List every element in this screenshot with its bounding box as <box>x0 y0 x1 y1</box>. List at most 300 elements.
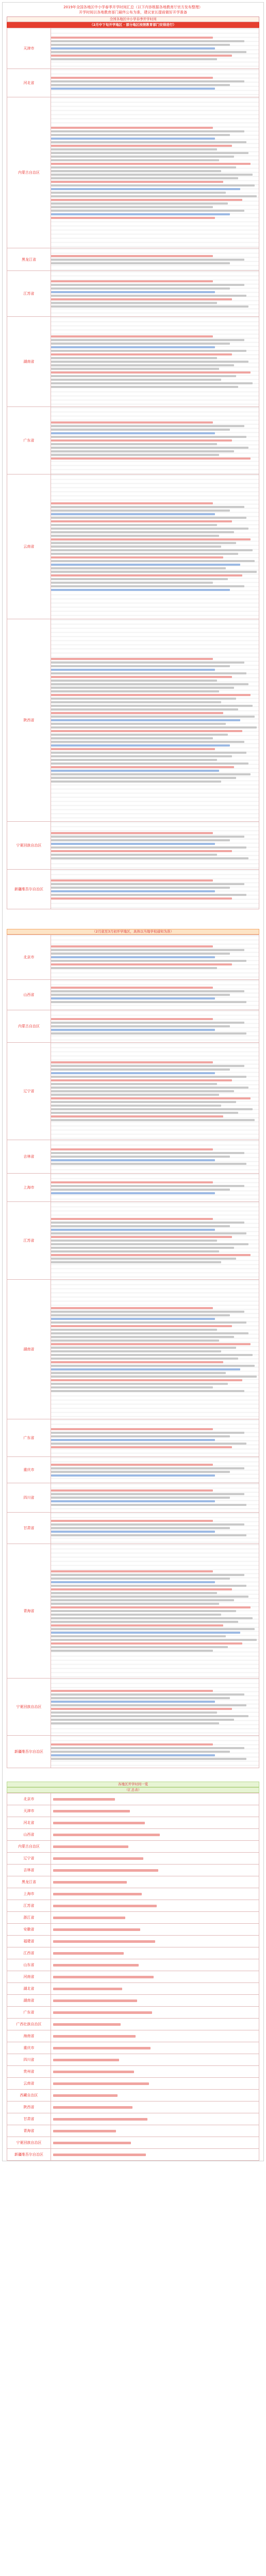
section-2-row <box>7 1202 259 1280</box>
region-name: 湖南省 <box>7 317 51 407</box>
region-name: 云南省 <box>7 474 51 619</box>
text-line <box>51 567 226 569</box>
section-2-row <box>7 1174 259 1202</box>
text-line <box>51 1185 244 1187</box>
text-line <box>51 1570 213 1572</box>
region-date-text <box>51 2113 259 2125</box>
text-line <box>51 734 228 736</box>
section-3-row <box>7 1983 259 1995</box>
text-line <box>51 1693 244 1696</box>
region-date-text <box>51 1853 259 1865</box>
text-line <box>51 748 215 750</box>
section-2-title: （2月底至3月初开学地区，具体以当地学校通知为准） <box>7 929 259 935</box>
text-line <box>51 1243 248 1245</box>
text-line <box>51 436 246 438</box>
text-line <box>51 306 248 308</box>
region-name: 河北省 <box>7 69 51 97</box>
region-date-text <box>51 2078 259 2090</box>
text-line <box>53 1976 154 1978</box>
text-line <box>51 339 244 341</box>
region-name: 宁夏回族自治区 <box>7 1679 51 1736</box>
section-1-row <box>7 619 259 822</box>
text-line <box>51 1697 230 1699</box>
region-name: 天津市 <box>7 28 51 69</box>
text-line <box>51 1646 228 1648</box>
text-line <box>51 585 244 587</box>
text-line <box>51 687 234 689</box>
text-line <box>51 1464 213 1466</box>
text-line <box>51 1635 226 1637</box>
section-3-row <box>7 1947 259 1959</box>
text-line <box>51 361 248 363</box>
text-line <box>53 1988 122 1990</box>
text-line <box>51 517 246 519</box>
section-2-row <box>7 980 259 1010</box>
text-line <box>53 1940 155 1943</box>
text-line <box>51 1163 246 1165</box>
text-line <box>51 698 236 700</box>
text-line <box>51 1250 219 1252</box>
text-line <box>51 1087 248 1089</box>
text-line <box>51 255 213 257</box>
region-date-text <box>51 1817 259 1829</box>
text-line <box>51 262 230 264</box>
text-line <box>51 781 221 783</box>
region-name: 江苏省 <box>7 1900 51 1912</box>
text-line <box>51 1603 219 1605</box>
text-line <box>51 510 230 512</box>
text-line <box>51 40 244 42</box>
region-schedule-text <box>51 980 259 1010</box>
text-line <box>51 564 240 566</box>
text-line <box>51 350 246 352</box>
text-line <box>51 506 244 508</box>
text-line <box>51 953 230 955</box>
section-3-row <box>7 1841 259 1853</box>
text-line <box>51 1361 223 1363</box>
region-name: 重庆市 <box>7 2042 51 2054</box>
text-line <box>51 1632 240 1634</box>
text-line <box>51 520 232 522</box>
region-date-text <box>51 1865 259 1876</box>
text-line <box>51 528 248 530</box>
text-line <box>51 134 230 136</box>
region-name: 广西壮族自治区 <box>7 2019 51 2030</box>
text-line <box>51 1311 244 1313</box>
section-1-row <box>7 271 259 317</box>
text-line <box>51 450 234 452</box>
section-3-row <box>7 2078 259 2090</box>
text-line <box>51 138 215 140</box>
section-2-row <box>7 1736 259 1768</box>
text-line <box>51 1022 244 1024</box>
text-line <box>53 2082 149 2085</box>
text-line <box>53 2023 121 2026</box>
text-line <box>51 560 255 562</box>
text-line <box>51 1018 213 1020</box>
text-line <box>51 578 228 580</box>
region-name: 吉林省 <box>7 1140 51 1174</box>
text-line <box>51 1715 248 1717</box>
region-schedule-text <box>51 1544 259 1679</box>
region-name: 青海省 <box>7 2125 51 2137</box>
text-line <box>51 1148 213 1150</box>
text-line <box>51 1181 213 1183</box>
text-line <box>51 762 248 765</box>
text-line <box>51 726 257 728</box>
region-date-text <box>51 2042 259 2054</box>
text-line <box>51 84 230 86</box>
region-name: 湖南省 <box>7 1280 51 1419</box>
region-name: 湖北省 <box>7 1983 51 1995</box>
text-line <box>51 457 251 460</box>
text-line <box>53 1857 143 1860</box>
text-line <box>51 1467 244 1469</box>
text-line <box>51 994 230 996</box>
text-line <box>51 556 223 558</box>
text-line <box>51 47 215 49</box>
region-date-text <box>51 2137 259 2149</box>
text-line <box>51 1383 228 1385</box>
text-line <box>51 1701 215 1703</box>
text-line <box>51 963 232 965</box>
text-line <box>51 1439 215 1441</box>
section-1-row <box>7 69 259 97</box>
text-line <box>51 712 223 714</box>
text-line <box>51 1624 223 1626</box>
region-name: 山西省 <box>7 1829 51 1841</box>
text-line <box>51 1343 251 1345</box>
region-name: 新疆维吾尔自治区 <box>7 2149 51 2161</box>
text-line <box>51 432 215 434</box>
region-date-text <box>51 2090 259 2102</box>
text-line <box>51 879 213 882</box>
text-line <box>51 1061 213 1063</box>
section-1-row <box>7 317 259 407</box>
text-line <box>51 295 246 297</box>
section-2-row <box>7 1483 259 1513</box>
text-line <box>51 1621 238 1623</box>
section-1-row <box>7 28 259 69</box>
region-name: 重庆市 <box>7 1457 51 1483</box>
region-schedule-text <box>51 1174 259 1202</box>
text-line <box>53 2071 134 2073</box>
text-line <box>51 669 215 671</box>
region-name: 北京市 <box>7 1793 51 1805</box>
text-line <box>51 836 244 838</box>
region-schedule-text <box>51 1010 259 1043</box>
region-name: 内蒙古自治区 <box>7 97 51 248</box>
text-line <box>51 690 219 692</box>
section-1 <box>7 28 259 909</box>
region-name: 陕西省 <box>7 619 51 822</box>
region-schedule-text <box>51 1202 259 1280</box>
text-line <box>51 1489 213 1492</box>
text-line <box>51 1189 230 1191</box>
region-name: 湖南省 <box>7 1995 51 2007</box>
text-line <box>51 538 251 540</box>
text-line <box>53 1869 158 1872</box>
section-1-row <box>7 474 259 619</box>
text-line <box>53 2130 116 2132</box>
text-line <box>51 744 230 747</box>
region-name: 黑龙江省 <box>7 1876 51 1888</box>
text-line <box>51 990 244 992</box>
text-line <box>51 1321 246 1324</box>
text-line <box>51 357 217 359</box>
section-3-row <box>7 1971 259 1983</box>
text-line <box>51 542 236 544</box>
section-3-row <box>7 2030 259 2042</box>
section-2-row <box>7 1280 259 1419</box>
region-name: 广东省 <box>7 1419 51 1457</box>
section-2-row <box>7 1010 259 1043</box>
section-1-row <box>7 822 259 870</box>
section-3-row <box>7 2066 259 2078</box>
text-line <box>51 665 230 667</box>
text-line <box>53 2142 131 2144</box>
text-line <box>51 1159 215 1161</box>
region-date-text <box>51 1900 259 1912</box>
section-3-row <box>7 1900 259 1912</box>
text-line <box>51 997 215 999</box>
region-name: 福建省 <box>7 1936 51 1947</box>
text-line <box>51 1497 230 1499</box>
text-line <box>51 170 221 172</box>
text-line <box>51 443 217 445</box>
section-1-row <box>7 870 259 909</box>
region-name: 青海省 <box>7 1544 51 1679</box>
text-line <box>51 346 215 348</box>
section-3-row <box>7 1853 259 1865</box>
region-date-text <box>51 2054 259 2066</box>
section-1-row <box>7 248 259 271</box>
region-schedule-text <box>51 407 259 474</box>
text-line <box>51 759 217 761</box>
region-name: 辽宁省 <box>7 1043 51 1140</box>
section-3-row <box>7 1817 259 1829</box>
text-line <box>53 1822 145 1824</box>
text-line <box>51 1156 230 1158</box>
text-line <box>51 883 244 885</box>
text-line <box>51 1475 215 1477</box>
text-line <box>51 1029 215 1031</box>
text-line <box>53 1928 140 1931</box>
text-line <box>51 1358 238 1360</box>
text-line <box>51 967 217 969</box>
text-line <box>51 454 219 456</box>
text-line <box>51 894 246 896</box>
text-line <box>51 202 228 205</box>
text-line <box>51 195 257 197</box>
region-name: 宁夏回族自治区 <box>7 2137 51 2149</box>
text-line <box>51 152 248 154</box>
text-line <box>51 1704 246 1706</box>
region-date-text <box>51 2019 259 2030</box>
text-line <box>53 2094 118 2097</box>
text-line <box>51 766 234 768</box>
section-2-row <box>7 1140 259 1174</box>
text-line <box>51 1690 213 1692</box>
text-line <box>51 1581 215 1583</box>
region-date-text <box>51 2149 259 2161</box>
region-schedule-text <box>51 317 259 407</box>
text-line <box>51 513 215 515</box>
region-date-text <box>51 2125 259 2137</box>
text-line <box>51 371 251 374</box>
text-line <box>51 1376 257 1378</box>
text-line <box>51 1076 246 1078</box>
text-line <box>51 1101 236 1103</box>
region-date-text <box>51 1829 259 1841</box>
text-line <box>51 730 242 732</box>
text-line <box>51 159 219 161</box>
text-line <box>51 1222 244 1224</box>
region-schedule-text <box>51 1043 259 1140</box>
text-line <box>51 1471 230 1473</box>
text-line <box>51 553 238 555</box>
text-line <box>53 2154 146 2156</box>
text-line <box>51 141 246 143</box>
text-line <box>51 1340 219 1342</box>
text-line <box>51 890 215 892</box>
text-line <box>51 1379 242 1381</box>
text-line <box>51 1032 246 1035</box>
text-line <box>51 1350 221 1352</box>
text-line <box>51 199 242 201</box>
text-line <box>51 1588 232 1590</box>
text-line <box>51 1639 257 1641</box>
text-line <box>51 375 236 377</box>
text-line <box>51 1261 221 1263</box>
notice-block <box>6 5 260 15</box>
section-3-row <box>7 2125 259 2137</box>
region-name: 天津市 <box>7 1805 51 1817</box>
text-line <box>51 843 215 845</box>
region-date-text <box>51 1983 259 1995</box>
section-3-row <box>7 2007 259 2019</box>
text-line <box>53 1917 125 1919</box>
text-line <box>51 719 240 721</box>
region-name: 云南省 <box>7 2078 51 2090</box>
text-line <box>51 166 236 168</box>
section-1-subtitle: （2月中下旬开学地区 · 部分地区按照教育部门安排进行） <box>7 22 259 28</box>
section-2-row <box>7 935 259 980</box>
section-2-row <box>7 1513 259 1544</box>
text-line <box>51 1599 234 1601</box>
text-line <box>51 1711 217 1714</box>
section-3-row <box>7 1959 259 1971</box>
section-1-table <box>7 28 259 909</box>
text-line <box>51 1493 244 1495</box>
region-name: 山西省 <box>7 980 51 1010</box>
text-line <box>51 1628 255 1630</box>
text-line <box>51 1592 217 1594</box>
text-line <box>53 1905 157 1907</box>
text-line <box>51 549 253 551</box>
region-name: 山东省 <box>7 1959 51 1971</box>
section-2-row <box>7 1457 259 1483</box>
text-line <box>51 683 248 685</box>
region-name: 新疆维吾尔自治区 <box>7 1736 51 1768</box>
text-line <box>51 425 244 427</box>
region-schedule-text <box>51 1419 259 1457</box>
text-line <box>51 1708 232 1710</box>
text-line <box>51 1105 221 1107</box>
region-name: 西藏自治区 <box>7 2090 51 2102</box>
region-name: 广东省 <box>7 2007 51 2019</box>
text-line <box>51 1574 244 1576</box>
text-line <box>51 1368 240 1370</box>
text-line <box>51 213 230 215</box>
text-line <box>51 987 213 989</box>
text-line <box>51 364 234 366</box>
text-line <box>51 210 244 212</box>
text-line <box>51 574 242 577</box>
text-line <box>51 1115 223 1117</box>
section-3-row <box>7 1888 259 1900</box>
text-line <box>51 1610 236 1612</box>
text-line <box>51 949 244 951</box>
text-line <box>51 80 244 82</box>
text-line <box>51 887 230 889</box>
text-line <box>51 127 213 129</box>
text-line <box>51 1534 246 1536</box>
text-line <box>51 1065 244 1067</box>
section-2-row <box>7 1544 259 1679</box>
text-line <box>51 1531 215 1533</box>
region-name: 新疆维吾尔自治区 <box>7 870 51 909</box>
text-line <box>51 439 232 442</box>
region-date-text <box>51 1841 259 1853</box>
text-line <box>51 1119 255 1121</box>
text-line <box>51 680 217 682</box>
text-line <box>51 1232 246 1234</box>
text-line <box>51 302 217 304</box>
text-line <box>51 1069 230 1071</box>
text-line <box>51 280 213 282</box>
section-3-row <box>7 2054 259 2066</box>
text-line <box>51 1192 215 1194</box>
text-line <box>51 55 232 57</box>
section-3-row <box>7 1912 259 1924</box>
text-line <box>51 1758 246 1760</box>
text-line <box>51 846 246 849</box>
text-line <box>53 1964 139 1967</box>
section-3-row <box>7 2019 259 2030</box>
text-line <box>51 51 246 53</box>
text-line <box>51 1428 213 1430</box>
text-line <box>51 1606 251 1608</box>
text-line <box>51 386 238 388</box>
text-line <box>51 181 223 183</box>
text-line <box>51 1432 244 1434</box>
region-name: 甘肃省 <box>7 2113 51 2125</box>
text-line <box>51 571 257 573</box>
text-line <box>51 1332 248 1334</box>
region-date-text <box>51 1924 259 1936</box>
text-line <box>51 1504 246 1506</box>
section-3-row <box>7 2149 259 2161</box>
text-line <box>51 184 255 187</box>
text-line <box>53 1798 115 1801</box>
text-line <box>51 1307 213 1309</box>
text-line <box>51 1336 234 1338</box>
text-line <box>51 368 219 370</box>
text-line <box>51 174 253 176</box>
text-line <box>51 502 213 504</box>
notice-line-1: 2019年全国各地区中小学春季开学时间汇总（以下内容根据各地教育厅官方发布整理） <box>63 5 203 9</box>
